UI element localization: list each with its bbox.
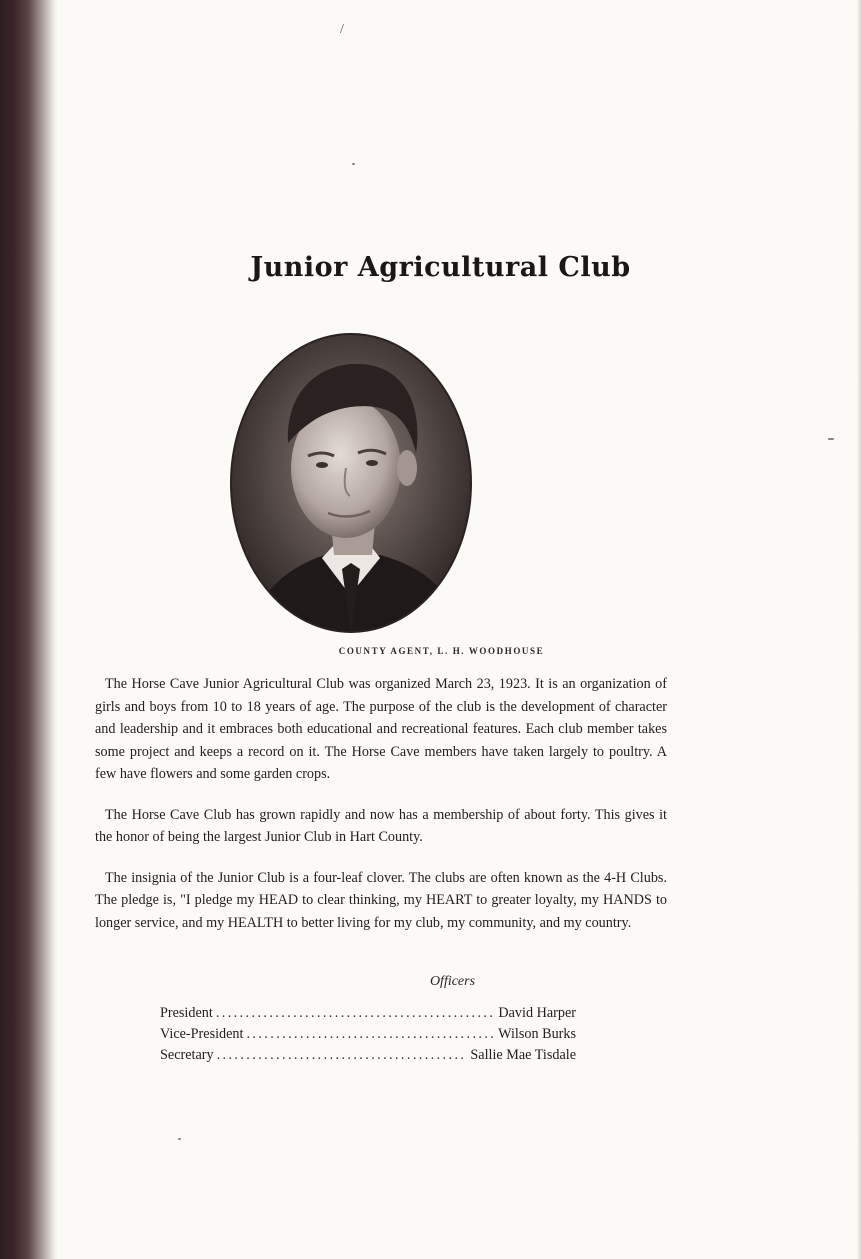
officer-name: Wilson Burks (498, 1026, 576, 1042)
paragraph: The Horse Cave Junior Agricultural Club was organized March 23, 1923. It is an organization of girls and boys from 10 to 18 years of age. The purpose of the club is the development of character and leadership and it embraces both educational and recreational features. Each club member takes some project and keeps a record on it. The Horse Cave members have taken largely to poultry. A few have flowers and some garden crops. (95, 676, 667, 782)
officer-role: Secretary (160, 1047, 214, 1063)
officers-list (160, 1003, 576, 1066)
officers-heading: Officers (429, 974, 476, 989)
portrait-caption: COUNTY AGENT, L. H. WOODHOUSE (338, 646, 545, 656)
officer-name: David Harper (498, 1005, 576, 1021)
officer-row (160, 1045, 576, 1066)
paper-speck (828, 438, 834, 440)
portrait-photo (230, 333, 472, 633)
officer-row (160, 1003, 576, 1024)
paragraph: The Horse Cave Club has grown rapidly and now has a membership of about forty. This gives it the honor of being the largest Junior Club in Hart County. (95, 806, 667, 845)
officer-role: President (160, 1005, 213, 1021)
book-spine-shadow (0, 0, 58, 1259)
paper-speck (178, 1138, 181, 1140)
officer-name: Sallie Mae Tisdale (470, 1047, 576, 1063)
body-text (95, 673, 667, 952)
dot-leader (216, 1003, 496, 1024)
pencil-mark: / (340, 22, 344, 37)
dot-leader (246, 1024, 495, 1045)
page-title: Junior Agricultural Club (250, 252, 631, 283)
officer-row (160, 1024, 576, 1045)
paper-speck (352, 163, 355, 165)
paragraph: The insignia of the Junior Club is a four-leaf clover. The clubs are often known as the 4-H Clubs. The pledge is, "I pledge my HEAD to clear thinking, my HEART to greater loyalty, my HANDS to longer service, and my HEALTH to better living for my club, my community, and my country. (95, 869, 667, 931)
page-edge (857, 0, 861, 1259)
officer-role: Vice-President (160, 1026, 244, 1042)
dot-leader (217, 1045, 468, 1066)
